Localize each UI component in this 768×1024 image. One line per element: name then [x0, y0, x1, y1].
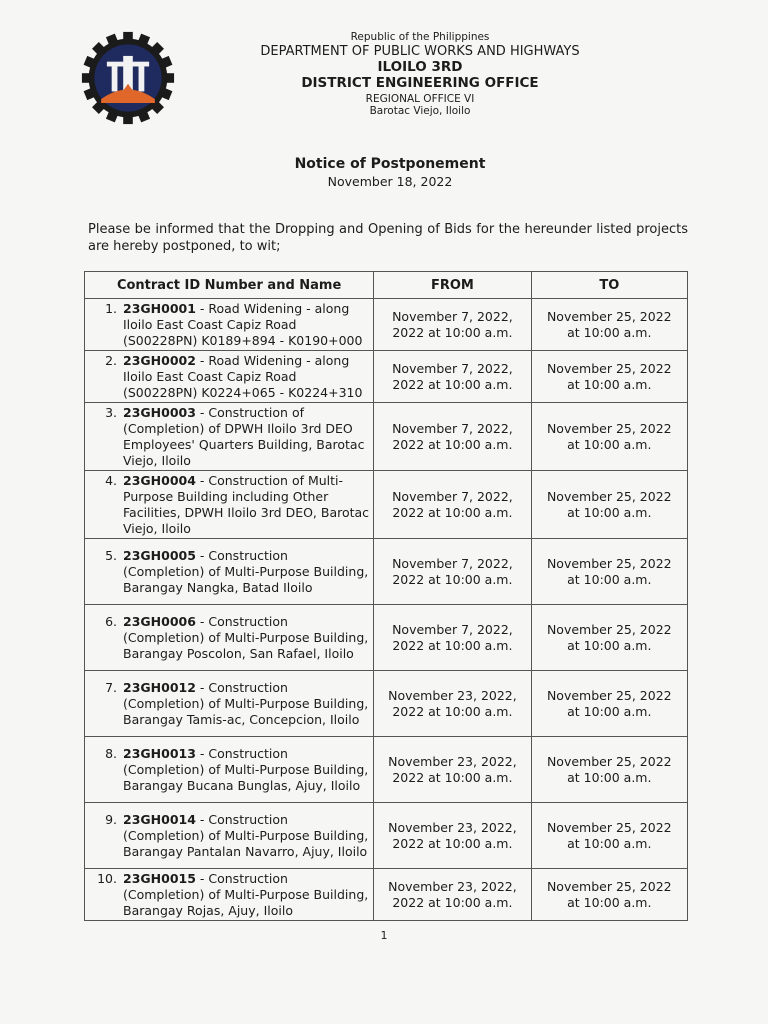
contract-name: - Construction (Completion) of Multi-Purpose Building, Barangay Rojas, Ajuy, Iloilo: [123, 871, 369, 918]
to-date: November 25, 2022 at 10:00 a.m.: [546, 753, 672, 785]
contract-id: 23GH0006: [123, 614, 196, 629]
table-row: [85, 299, 688, 351]
row-number: 1.: [105, 301, 117, 316]
contract-id: 23GH0002: [123, 353, 196, 368]
to-date: November 25, 2022 at 10:00 a.m.: [546, 420, 672, 452]
dpwh-seal-icon: [80, 30, 176, 126]
from-date: November 23, 2022, 2022 at 10:00 a.m.: [388, 687, 517, 719]
contract-cell: [85, 803, 374, 869]
to-date-cell: [531, 403, 687, 471]
contract-description: [123, 871, 369, 919]
contract-description: [123, 746, 369, 794]
from-date: November 7, 2022, 2022 at 10:00 a.m.: [392, 360, 513, 392]
to-date: November 25, 2022 at 10:00 a.m.: [546, 878, 672, 910]
contract-name: - Construction (Completion) of Multi-Purpose Building, Barangay Bucana Bunglas, Ajuy, Iloilo: [123, 746, 369, 793]
table-row: [85, 605, 688, 671]
to-date-cell: [531, 299, 687, 351]
district-line-1: ILOILO 3RD: [377, 59, 463, 76]
table-row: [85, 737, 688, 803]
contract-id: 23GH0005: [123, 548, 196, 563]
notice-date: November 18, 2022: [327, 174, 453, 189]
contract-cell: [85, 351, 374, 403]
table-header-row: [85, 272, 688, 299]
header-contract: Contract ID Number and Name: [85, 272, 374, 299]
intro-paragraph: Please be informed that the Dropping and Opening of Bids for the hereunder listed projects are hereby postponed, to wit;: [88, 222, 688, 254]
contract-cell: [85, 539, 374, 605]
from-date-cell: [374, 671, 531, 737]
postponement-table: [84, 271, 688, 921]
contract-cell: [85, 299, 374, 351]
from-date-cell: [374, 351, 531, 403]
table-row: [85, 403, 688, 471]
to-date-cell: [531, 803, 687, 869]
contract-description: [123, 301, 369, 349]
to-date: November 25, 2022 at 10:00 a.m.: [546, 488, 672, 520]
to-date-cell: [531, 351, 687, 403]
page-number: 1: [380, 929, 388, 942]
to-date: November 25, 2022 at 10:00 a.m.: [546, 687, 672, 719]
district-line-2: DISTRICT ENGINEERING OFFICE: [301, 75, 539, 92]
contract-description: [123, 473, 369, 537]
office-location: Barotac Viejo, Iloilo: [369, 105, 471, 118]
from-date-cell: [374, 737, 531, 803]
to-date: November 25, 2022 at 10:00 a.m.: [546, 360, 672, 392]
contract-name: - Construction of (Completion) of DPWH Iloilo 3rd DEO Employees' Quarters Building, Barotac Viejo, Iloilo: [123, 405, 365, 468]
contract-id: 23GH0014: [123, 812, 196, 827]
contract-cell: [85, 471, 374, 539]
to-date: November 25, 2022 at 10:00 a.m.: [546, 308, 672, 340]
row-number: 3.: [105, 405, 117, 420]
contract-id: 23GH0004: [123, 473, 196, 488]
row-number: 7.: [105, 680, 117, 695]
to-date-cell: [531, 539, 687, 605]
contract-description: [123, 812, 369, 860]
from-date-cell: [374, 803, 531, 869]
from-date: November 7, 2022, 2022 at 10:00 a.m.: [392, 420, 513, 452]
row-number: 10.: [97, 871, 117, 886]
contract-name: - Road Widening - along Iloilo East Coast Capiz Road (S00228PN) K0189+894 - K0190+000: [123, 301, 363, 348]
from-date: November 7, 2022, 2022 at 10:00 a.m.: [392, 621, 513, 653]
from-date: November 7, 2022, 2022 at 10:00 a.m.: [392, 555, 513, 587]
regional-office: REGIONAL OFFICE VI: [365, 92, 475, 105]
contract-description: [123, 680, 369, 728]
contract-cell: [85, 869, 374, 921]
from-date-cell: [374, 605, 531, 671]
contract-id: 23GH0015: [123, 871, 196, 886]
row-number: 5.: [105, 548, 117, 563]
notice-heading: [190, 156, 590, 189]
row-number: 9.: [105, 812, 117, 827]
from-date-cell: [374, 471, 531, 539]
from-date: November 23, 2022, 2022 at 10:00 a.m.: [388, 753, 517, 785]
department-name: DEPARTMENT OF PUBLIC WORKS AND HIGHWAYS: [260, 43, 580, 59]
to-date-cell: [531, 605, 687, 671]
notice-title: Notice of Postponement: [294, 156, 486, 172]
from-date-cell: [374, 403, 531, 471]
republic-line: Republic of the Philippines: [350, 31, 490, 43]
from-date: November 23, 2022, 2022 at 10:00 a.m.: [388, 819, 517, 851]
row-number: 6.: [105, 614, 117, 629]
contract-name: - Road Widening - along Iloilo East Coast Capiz Road (S00228PN) K0224+065 - K0224+310: [123, 353, 363, 400]
table-row: [85, 869, 688, 921]
to-date-cell: [531, 671, 687, 737]
contract-name: - Construction of Multi-Purpose Building including Other Facilities, DPWH Iloilo 3rd DEO, Barotac Viejo, Iloilo: [123, 473, 370, 536]
contract-name: - Construction (Completion) of Multi-Purpose Building, Barangay Nangka, Batad Iloilo: [123, 548, 369, 595]
from-date-cell: [374, 299, 531, 351]
contract-name: - Construction (Completion) of Multi-Purpose Building, Barangay Tamis-ac, Concepcion, Iloilo: [123, 680, 369, 727]
table-row: [85, 351, 688, 403]
letterhead: [230, 31, 610, 118]
contract-id: 23GH0013: [123, 746, 196, 761]
contract-name: - Construction (Completion) of Multi-Purpose Building, Barangay Poscolon, San Rafael, Iloilo: [123, 614, 369, 661]
contract-id: 23GH0001: [123, 301, 196, 316]
row-number: 8.: [105, 746, 117, 761]
contract-id: 23GH0012: [123, 680, 196, 695]
contract-description: [123, 548, 369, 596]
header-to: TO: [531, 272, 687, 299]
contract-description: [123, 405, 369, 469]
contract-cell: [85, 403, 374, 471]
contract-name: - Construction (Completion) of Multi-Purpose Building, Barangay Pantalan Navarro, Ajuy, Iloilo: [123, 812, 369, 859]
to-date: November 25, 2022 at 10:00 a.m.: [546, 819, 672, 851]
from-date: November 23, 2022, 2022 at 10:00 a.m.: [388, 878, 517, 910]
from-date-cell: [374, 869, 531, 921]
from-date: November 7, 2022, 2022 at 10:00 a.m.: [392, 488, 513, 520]
contract-cell: [85, 737, 374, 803]
contract-description: [123, 353, 369, 401]
table-row: [85, 539, 688, 605]
to-date-cell: [531, 737, 687, 803]
contract-id: 23GH0003: [123, 405, 196, 420]
to-date-cell: [531, 471, 687, 539]
row-number: 4.: [105, 473, 117, 488]
contract-description: [123, 614, 369, 662]
row-number: 2.: [105, 353, 117, 368]
from-date: November 7, 2022, 2022 at 10:00 a.m.: [392, 308, 513, 340]
table-body: [85, 299, 688, 921]
to-date: November 25, 2022 at 10:00 a.m.: [546, 621, 672, 653]
from-date-cell: [374, 539, 531, 605]
table-row: [85, 471, 688, 539]
contract-cell: [85, 605, 374, 671]
table-row: [85, 671, 688, 737]
to-date-cell: [531, 869, 687, 921]
contract-cell: [85, 671, 374, 737]
to-date: November 25, 2022 at 10:00 a.m.: [546, 555, 672, 587]
header-from: FROM: [374, 272, 531, 299]
table-row: [85, 803, 688, 869]
